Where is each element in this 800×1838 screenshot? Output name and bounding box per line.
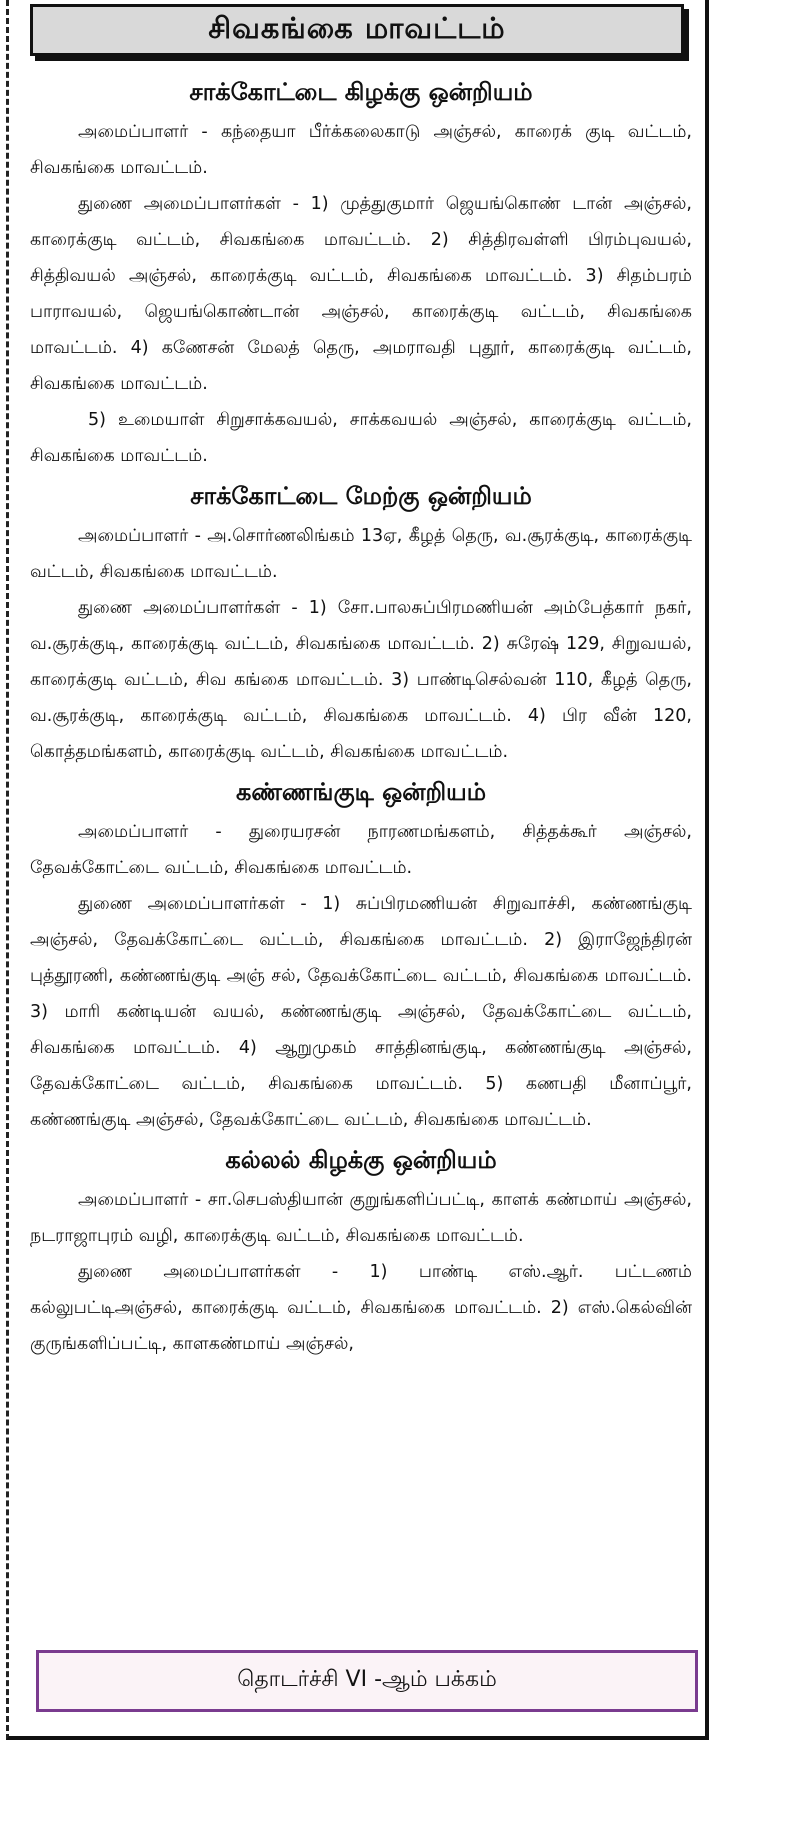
page-title: சிவகங்கை மாவட்டம் [208, 11, 506, 45]
continuation-note: தொடர்ச்சி VI -ஆம் பக்கம் [237, 1667, 497, 1692]
continuation-box [36, 1650, 698, 1712]
paragraph-deputy-organizers: துணை அமைப்பாளர்கள் - 1) முத்துகுமார் ஜெயங்கொண் டான் அஞ்சல், காரைக்குடி வட்டம், சிவகங்கை மாவட்டம். 2) சித்திரவள்ளி பிரம்புவயல், சித்திவயல் அஞ்சல், காரைக்குடி வட்டம், சிவகங்கை மாவட்டம். 3) சிதம்பரம் பாராவயல், ஜெயங்கொண்டான் அஞ்சல், காரைக்குடி வட்டம், சிவகங்கை மாவட்டம். 4) கணேசன் மேலத் தெரு, அமராவதி புதூர், காரைக்குடி வட்டம், சிவகங்கை மாவட்டம். [30, 194, 692, 394]
paragraph-organizer: அமைப்பாளர் - கந்தையா பீர்க்கலைகாடு அஞ்சல், காரைக் குடி வட்டம், சிவகங்கை மாவட்டம். [30, 122, 692, 178]
paragraph-deputy-organizers: துணை அமைப்பாளர்கள் - 1) சோ.பாலசுப்பிரமணியன் அம்பேத்கார் நகர், வ.சூரக்குடி, காரைக்குடி வட்டம், சிவகங்கை மாவட்டம். 2) சுரேஷ் 129, சிறுவயல், காரைக்குடி வட்டம், சிவ கங்கை மாவட்டம். 3) பாண்டிசெல்வன் 110, கீழத் தெரு, வ.சூரக்குடி, காரைக்குடி வட்டம், சிவகங்கை மாவட்டம். 4) பிர வீன் 120, கொத்தமங்களம், காரைக்குடி வட்டம், சிவகங்கை மாவட்டம். [30, 598, 692, 762]
paragraph-organizer: அமைப்பாளர் - சா.செபஸ்தியான் குறுங்களிப்பட்டி, காளக் கண்மாய் அஞ்சல், நடராஜாபுரம் வழி, காரைக்குடி வட்டம், சிவகங்கை மாவட்டம். [30, 1190, 692, 1246]
section-heading-kallal-east: கல்லல் கிழக்கு ஒன்றியம் [225, 1146, 497, 1174]
section-heading-kannangudi: கண்ணங்குடி ஒன்றியம் [235, 778, 487, 806]
paragraph-organizer: அமைப்பாளர் - துரையரசன் நாரணமங்களம், சித்தக்கூர் அஞ்சல், தேவக்கோட்டை வட்டம், சிவகங்கை மாவட்டம். [30, 822, 692, 878]
article-body [30, 70, 692, 1362]
page-banner [30, 4, 684, 56]
section-heading-sakkottai-east: சாக்கோட்டை கிழக்கு ஒன்றியம் [189, 78, 533, 106]
paragraph-organizer: அமைப்பாளர் - அ.சொர்ணலிங்கம் 13ஏ, கீழத் தெரு, வ.சூரக்குடி, காரைக்குடி வட்டம், சிவகங்கை மாவட்டம். [30, 526, 692, 582]
paragraph-deputy-organizers: துணை அமைப்பாளர்கள் - 1) சுப்பிரமணியன் சிறுவாச்சி, கண்ணங்குடி அஞ்சல், தேவக்கோட்டை வட்டம், சிவகங்கை மாவட்டம். 2) இராஜேந்திரன் புத்தூரணி, கண்ணங்குடி அஞ் சல், தேவக்கோட்டை வட்டம், சிவகங்கை மாவட்டம். 3) மாரி கண்டியன் வயல், கண்ணங்குடி அஞ்சல், தேவக்கோட்டை வட்டம், சிவகங்கை மாவட்டம். 4) ஆறுமுகம் சாத்தினங்குடி, கண்ணங்குடி அஞ்சல், தேவக்கோட்டை வட்டம், சிவகங்கை மாவட்டம். 5) கணபதி மீனாப்பூர், கண்ணங்குடி அஞ்சல், தேவக்கோட்டை வட்டம், சிவகங்கை மாவட்டம். [30, 894, 692, 1130]
section-heading-sakkottai-west: சாக்கோட்டை மேற்கு ஒன்றியம் [190, 482, 532, 510]
paragraph-deputy-organizers: துணை அமைப்பாளர்கள் - 1) பாண்டி எஸ்.ஆர். பட்டணம் கல்லுபட்டிஅஞ்சல், காரைக்குடி வட்டம், சிவகங்கை மாவட்டம். 2) எஸ்.கெல்வின் குருங்களிப்பட்டி, காளகண்மாய் அஞ்சல், [30, 1262, 692, 1354]
paragraph-deputy-organizers-cont: 5) உமையாள் சிறுசாக்கவயல், சாக்கவயல் அஞ்சல், காரைக்குடி வட்டம், சிவகங்கை மாவட்டம். [30, 410, 692, 466]
